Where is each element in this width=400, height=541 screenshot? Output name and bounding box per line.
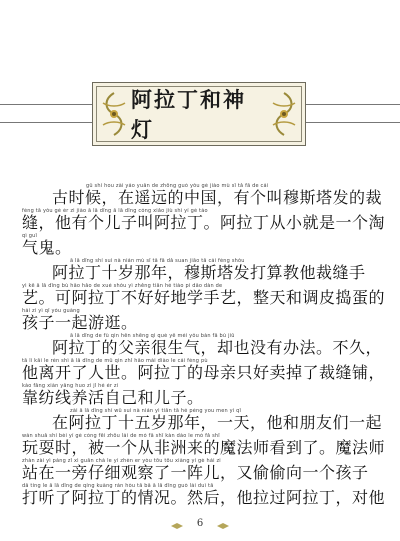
pinyin-line: ā lā dīng shí suì nà nián mù sī tǎ fā dǎ suan jiāo tā cái féng shǒu — [70, 258, 245, 264]
left-ornament-icon — [99, 89, 129, 139]
pinyin-line: yì kě ā lā dīng bù hǎo hǎo de xué shǒu yì zhěng tiān hé tiáo pí dǎo dàn de — [22, 283, 223, 289]
pinyin-line: zài ā lā dīng shí wǔ suì nà nián yì tiān tā hé péng you men yì qǐ — [70, 408, 242, 414]
pinyin-line: tā lí kāi le rén shì ā lā dīng de mǔ qin zhǐ hǎo mài diào le cái féng pù — [22, 358, 208, 364]
pinyin-line: wán shuǎ shí bèi yí gè cóng fēi zhōu lái de mó fǎ shī kàn dào le mó fǎ shī — [22, 433, 220, 439]
text-line: 阿拉丁十岁那年，穆斯塔发打算教他裁缝手 — [52, 264, 366, 282]
text-line: 他离开了人世。阿拉丁的母亲只好卖掉了裁缝铺， — [22, 364, 386, 382]
text-line: 玩耍时，被一个从非洲来的魔法师看到了。魔法师 — [22, 439, 386, 457]
text-line: 气鬼。 — [22, 239, 72, 257]
pinyin-line: hái zi yì qǐ yóu guàng — [22, 308, 80, 314]
left-page-ornament-icon — [170, 522, 184, 530]
pinyin-line: dǎ ting le ā lā dīng de qíng kuàng rán hòu tā bǎ ā lā dīng guò lái duì tā — [22, 483, 214, 489]
text-line: 在阿拉丁十五岁那年，一天，他和朋友们一起 — [52, 414, 383, 432]
text-line: 艺。可阿拉丁不好好地学手艺，整天和调皮捣蛋的 — [22, 289, 386, 307]
text-line: 阿拉丁的父亲很生气，却也没有办法。不久， — [52, 339, 383, 357]
pinyin-line: zhàn zài yì páng zǐ xì guān chá le yí zhèn er yòu tōu tōu xiàng yí gè hái zi — [22, 458, 221, 464]
text-line: 缝，他有个儿子叫阿拉丁。阿拉丁从小就是一个淘 — [22, 214, 386, 232]
right-ornament-icon — [269, 89, 299, 139]
right-page-ornament-icon — [216, 522, 230, 530]
text-line: 打听了阿拉丁的情况。然后，他拉过阿拉丁，对他 — [22, 489, 386, 507]
page-footer — [0, 518, 400, 534]
pinyin-line: qì guǐ — [22, 233, 38, 239]
pinyin-line: ā lā dīng de fù qin hěn shēng qì què yě méi yǒu bàn fǎ bù jiǔ — [70, 333, 235, 339]
chapter-header — [0, 82, 400, 152]
text-line: 站在一旁仔细观察了一阵儿，又偷偷向一个孩子 — [22, 464, 369, 482]
pinyin-line: gǔ shí hou zài yáo yuǎn de zhōng guó yǒu gè jiào mù sī tǎ fā de cái — [86, 183, 269, 189]
pinyin-line: féng tā yǒu gè ér zi jiào ā lā dīng ā lā dīng cóng xiǎo jiù shì yí gè táo — [22, 208, 208, 214]
text-line: 靠纺线养活自己和儿子。 — [22, 389, 204, 407]
chapter-title: 阿拉丁和神灯 — [131, 87, 246, 142]
pinyin-line: kào fǎng xiàn yǎng huo zì jǐ hé ér zi — [22, 383, 119, 389]
title-frame — [92, 82, 306, 146]
page-number: 6 — [196, 518, 204, 529]
text-line: 古时候，在遥远的中国，有个叫穆斯塔发的裁 — [52, 189, 383, 207]
text-line: 孩子一起游逛。 — [22, 314, 138, 332]
